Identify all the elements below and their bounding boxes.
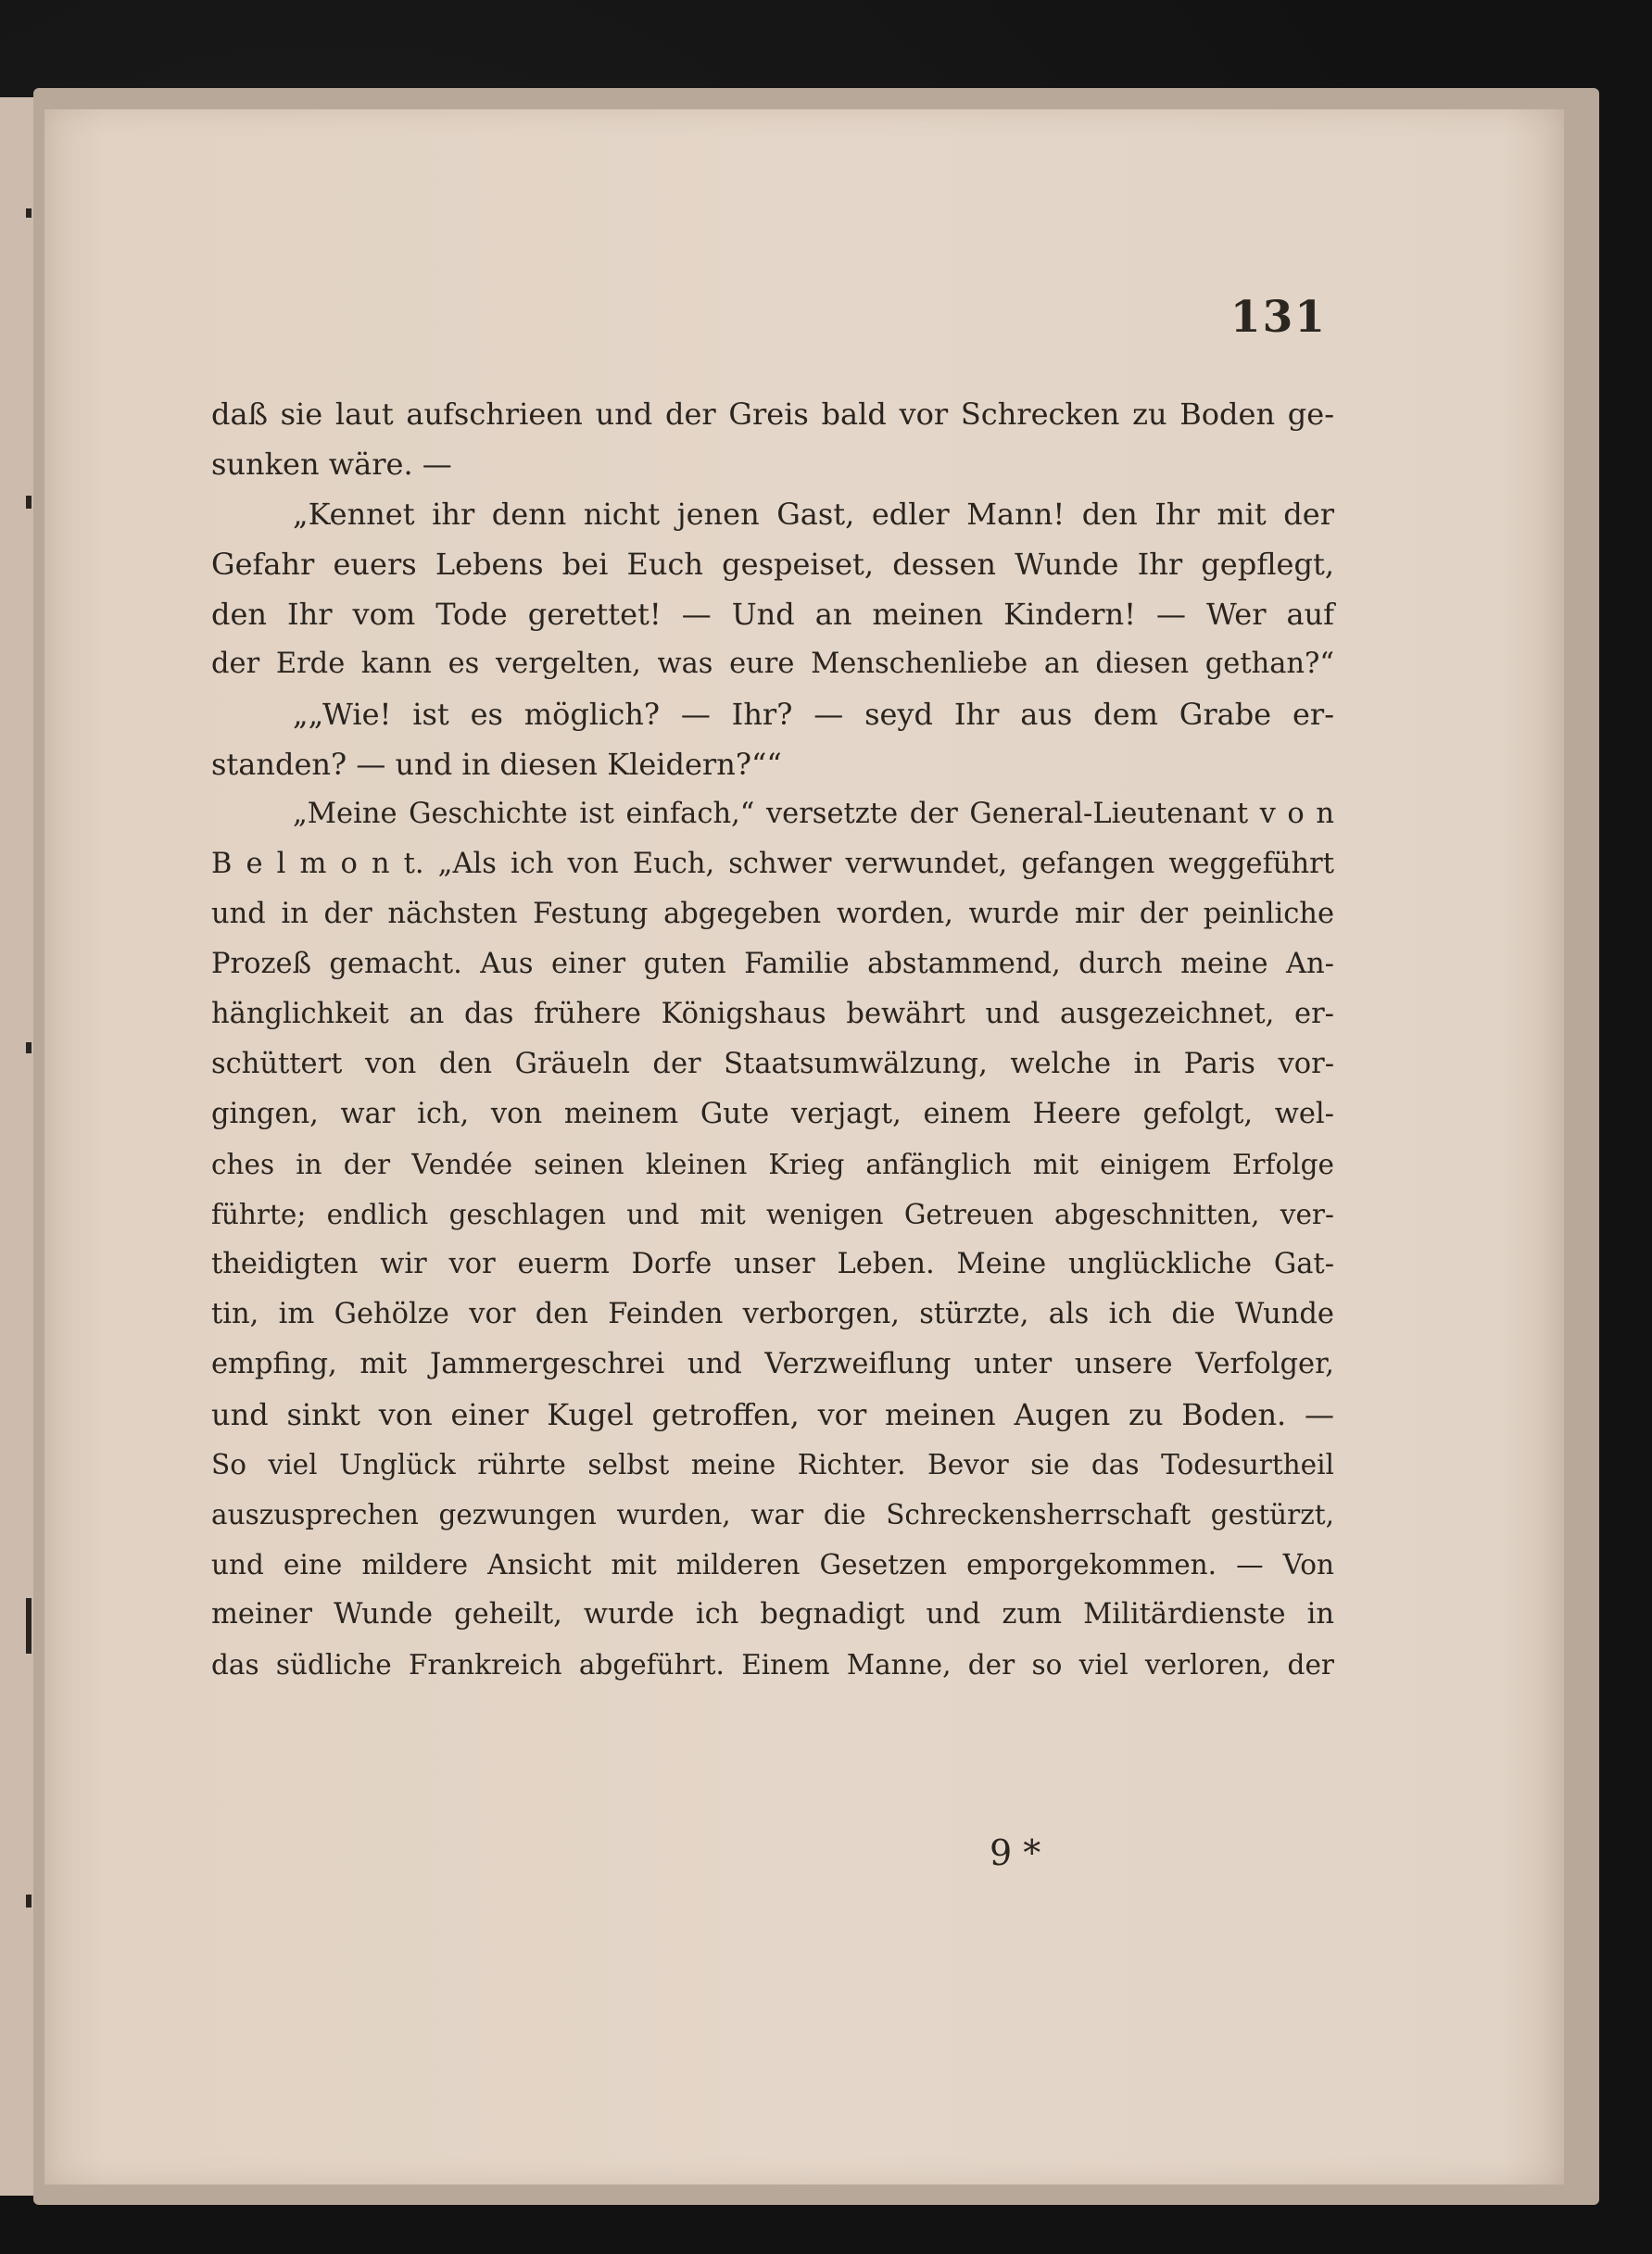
text-line: auszusprechen gezwungen wurden, war die Schreckensherrschaft gestürzt, xyxy=(211,1499,1334,1530)
text-line: theidigten wir vor euerm Dorfe unser Leben. Meine unglückliche Gat- xyxy=(211,1248,1334,1280)
text-line: ches in der Vendée seinen kleinen Krieg anfänglich mit einigem Erfolge xyxy=(211,1149,1334,1180)
text-line: „Kennet ihr denn nicht jenen Gast, edler Mann! den Ihr mit der xyxy=(293,497,1334,532)
text-line: Gefahr euers Lebens bei Euch gespeiset, dessen Wunde Ihr gepflegt, xyxy=(211,547,1334,582)
text-line: empfing, mit Jammergeschrei und Verzweiflung unter unsere Verfolger, xyxy=(211,1348,1334,1380)
text-line: und eine mildere Ansicht mit milderen Gesetzen emporgekommen. — Von xyxy=(211,1549,1334,1580)
text-line: gingen, war ich, von meinem Gute verjagt, einem Heere gefolgt, wel- xyxy=(211,1098,1334,1130)
text-line: hänglichkeit an das frühere Königshaus bewährt und ausgezeichnet, er- xyxy=(211,998,1334,1030)
text-line: meiner Wunde geheilt, wurde ich begnadigt und zum Militärdienste in xyxy=(211,1598,1334,1631)
text-line: daß sie laut aufschrieen und der Greis bald vor Schrecken zu Boden ge- xyxy=(211,397,1334,432)
text-line: „Meine Geschichte ist einfach,“ versetzte der General-Lieutenant v o n xyxy=(293,798,1334,830)
text-line: tin, im Gehölze vor den Feinden verborgen, stürzte, als ich die Wunde xyxy=(211,1298,1334,1330)
text-line: das südliche Frankreich abgeführt. Einem Manne, der so viel verloren, der xyxy=(211,1649,1334,1681)
page-number: 131 xyxy=(1230,292,1327,343)
text-line: sunken wäre. — xyxy=(211,447,452,482)
page-edge-mark xyxy=(26,1895,32,1908)
text-line: und sinkt von einer Kugel getroffen, vor meinen Augen zu Boden. — xyxy=(211,1397,1334,1432)
text-line: standen? — und in diesen Kleidern?““ xyxy=(211,747,782,782)
text-line: schüttert von den Gräueln der Staatsumwälzung, welche in Paris vor- xyxy=(211,1048,1334,1080)
body-text xyxy=(211,389,1334,1690)
page-edge-mark xyxy=(26,208,32,218)
text-line: „„Wie! ist es möglich? — Ihr? — seyd Ihr aus dem Grabe er- xyxy=(293,697,1334,732)
page-edge-mark xyxy=(26,496,32,509)
text-line: So viel Unglück rührte selbst meine Richter. Bevor sie das Todesurtheil xyxy=(211,1449,1334,1480)
text-line: Prozeß gemacht. Aus einer guten Familie abstammend, durch meine An- xyxy=(211,948,1334,980)
page-edge-mark xyxy=(26,1598,32,1654)
page-edge-mark xyxy=(26,1042,32,1053)
text-line: der Erde kann es vergelten, was eure Menschenliebe an diesen gethan?“ xyxy=(211,648,1334,680)
text-line: den Ihr vom Tode gerettet! — Und an meinen Kindern! — Wer auf xyxy=(211,597,1334,632)
text-line: B e l m o n t. „Als ich von Euch, schwer verwundet, gefangen weggeführt xyxy=(211,848,1334,880)
signature-mark: 9 * xyxy=(990,1832,1041,1873)
text-line: führte; endlich geschlagen und mit wenigen Getreuen abgeschnitten, ver- xyxy=(211,1199,1334,1230)
text-line: und in der nächsten Festung abgegeben worden, wurde mir der peinliche xyxy=(211,898,1334,930)
